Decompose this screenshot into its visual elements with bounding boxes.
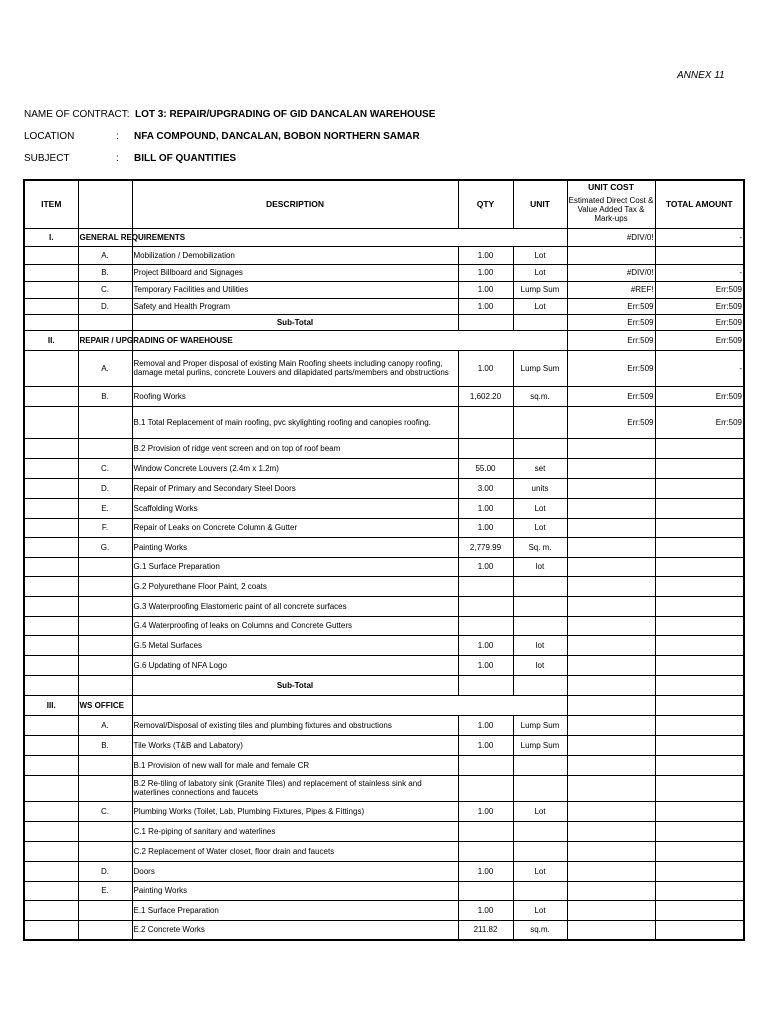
item-total — [655, 246, 744, 264]
item-cell — [24, 715, 78, 735]
item-qty: 1.00 — [458, 861, 513, 881]
section-total — [655, 695, 744, 715]
annex-label: ANNEX 11 — [677, 70, 725, 81]
item-description: B.2 Re-tiling of labatory sink (Granite Tiles) and replacement of stainless sink and waterlines connections and faucets — [132, 775, 458, 801]
item-letter: D. — [78, 478, 132, 498]
table-row — [24, 635, 744, 655]
item-unit: sq.m. — [513, 386, 567, 406]
table-row — [24, 406, 744, 438]
item-cell — [24, 557, 78, 576]
item-description: Removal and Proper disposal of existing Main Roofing sheets including canopy roofing, damage metal purlins, concrete Louvers and dilapidated parts/members and obstructions — [132, 350, 458, 386]
item-qty: 1.00 — [458, 518, 513, 537]
item-letter: D. — [78, 298, 132, 314]
table-row — [24, 755, 744, 775]
item-unit — [513, 841, 567, 861]
item-cell — [24, 298, 78, 314]
item-letter: A. — [78, 246, 132, 264]
item-unit: Lot — [513, 246, 567, 264]
item-qty: 211.82 — [458, 920, 513, 940]
item-description: Plumbing Works (Toilet, Lab, Plumbing Fixtures, Pipes & Fittings) — [132, 801, 458, 821]
section-title: REPAIR / UPGRADING OF WAREHOUSE — [78, 330, 132, 350]
item-unit-cost — [567, 537, 655, 557]
item-cell — [24, 881, 78, 900]
subtotal-unit-cell — [513, 314, 567, 330]
item-total — [655, 841, 744, 861]
item-unit — [513, 755, 567, 775]
item-unit-cost — [567, 596, 655, 616]
item-total: Err:509 — [655, 298, 744, 314]
table-row — [24, 350, 744, 386]
section-unit-cost — [567, 695, 655, 715]
item-description: Removal/Disposal of existing tiles and plumbing fixtures and obstructions — [132, 715, 458, 735]
item-description: Doors — [132, 861, 458, 881]
table-row — [24, 498, 744, 518]
section-total: - — [655, 228, 744, 246]
item-total — [655, 635, 744, 655]
item-unit-cost: Err:509 — [567, 386, 655, 406]
item-unit-cost: Err:509 — [567, 406, 655, 438]
item-qty — [458, 616, 513, 635]
item-letter: C. — [78, 801, 132, 821]
item-letter: A. — [78, 715, 132, 735]
header-unit-cost — [567, 180, 655, 228]
item-cell — [24, 900, 78, 920]
item-letter: G. — [78, 537, 132, 557]
item-description: Safety and Health Program — [132, 298, 458, 314]
item-cell — [24, 841, 78, 861]
table-row — [24, 596, 744, 616]
section-unit-cost: Err:509 — [567, 330, 655, 350]
item-qty: 1.00 — [458, 298, 513, 314]
table-row — [24, 246, 744, 264]
item-letter: A. — [78, 350, 132, 386]
item-total: Err:509 — [655, 281, 744, 298]
item-unit-cost: Err:509 — [567, 350, 655, 386]
item-unit: set — [513, 458, 567, 478]
item-description: G.5 Metal Surfaces — [132, 635, 458, 655]
item-letter: C. — [78, 458, 132, 478]
item-letter — [78, 755, 132, 775]
item-unit: Lot — [513, 298, 567, 314]
item-unit — [513, 775, 567, 801]
item-letter: D. — [78, 861, 132, 881]
item-letter: B. — [78, 264, 132, 281]
item-unit-cost — [567, 861, 655, 881]
item-qty: 1.00 — [458, 498, 513, 518]
table-row — [24, 298, 744, 314]
item-qty: 2,779.99 — [458, 537, 513, 557]
subtotal-total: Err:509 — [655, 314, 744, 330]
item-unit-cost — [567, 616, 655, 635]
item-qty: 1.00 — [458, 735, 513, 755]
item-qty: 1.00 — [458, 557, 513, 576]
table-row — [24, 616, 744, 635]
item-unit: Lot — [513, 518, 567, 537]
item-qty: 1.00 — [458, 350, 513, 386]
item-cell — [24, 655, 78, 675]
item-cell — [24, 537, 78, 557]
table-row — [24, 386, 744, 406]
section-number: III. — [24, 695, 78, 715]
item-letter — [78, 635, 132, 655]
section-number: II. — [24, 330, 78, 350]
subject-label: SUBJECT — [24, 153, 70, 164]
table-row — [24, 655, 744, 675]
item-description: Temporary Facilities and Utilities — [132, 281, 458, 298]
header-item: ITEM — [24, 180, 78, 228]
subject-value: BILL OF QUANTITIES — [134, 153, 237, 164]
header-description: DESCRIPTION — [132, 180, 458, 228]
subtotal-letter-cell — [78, 675, 132, 695]
item-unit: Lump Sum — [513, 715, 567, 735]
item-total — [655, 861, 744, 881]
subtotal-item-cell — [24, 675, 78, 695]
item-cell — [24, 755, 78, 775]
item-total — [655, 557, 744, 576]
item-letter — [78, 616, 132, 635]
section-title: WS OFFICE — [78, 695, 132, 715]
item-unit — [513, 821, 567, 841]
table-row — [24, 900, 744, 920]
item-letter — [78, 841, 132, 861]
item-unit-cost — [567, 438, 655, 458]
contract-value: LOT 3: REPAIR/UPGRADING OF GID DANCALAN WAREHOUSE — [135, 109, 436, 120]
item-unit: Sq. m. — [513, 537, 567, 557]
contract-label: NAME OF CONTRACT: — [24, 109, 130, 120]
item-unit: Lot — [513, 498, 567, 518]
item-cell — [24, 458, 78, 478]
section-row — [24, 228, 744, 246]
table-row — [24, 537, 744, 557]
subject-colon: : — [116, 153, 119, 164]
item-total — [655, 735, 744, 755]
item-unit: Lot — [513, 861, 567, 881]
item-unit-cost — [567, 635, 655, 655]
item-unit-cost — [567, 821, 655, 841]
item-qty — [458, 841, 513, 861]
item-description: Scaffolding Works — [132, 498, 458, 518]
item-cell — [24, 576, 78, 596]
item-cell — [24, 801, 78, 821]
item-total — [655, 775, 744, 801]
item-description: E.1 Surface Preparation — [132, 900, 458, 920]
table-row — [24, 735, 744, 755]
item-letter: E. — [78, 881, 132, 900]
item-qty: 1,602.20 — [458, 386, 513, 406]
item-letter — [78, 557, 132, 576]
section-unit-cost: #DIV/0! — [567, 228, 655, 246]
item-qty: 3.00 — [458, 478, 513, 498]
subtotal-unit-cost: Err:509 — [567, 314, 655, 330]
table-row — [24, 775, 744, 801]
item-description: G.2 Polyurethane Floor Paint, 2 coats — [132, 576, 458, 596]
item-unit-cost — [567, 498, 655, 518]
item-unit-cost: Err:509 — [567, 298, 655, 314]
subtotal-total — [655, 675, 744, 695]
item-description: C.2 Replacement of Water closet, floor drain and faucets — [132, 841, 458, 861]
item-cell — [24, 861, 78, 881]
item-unit-cost — [567, 557, 655, 576]
item-total: Err:509 — [655, 406, 744, 438]
item-description: Window Concrete Louvers (2.4m x 1.2m) — [132, 458, 458, 478]
item-description: Mobilization / Demobilization — [132, 246, 458, 264]
item-unit-cost — [567, 801, 655, 821]
item-qty: 1.00 — [458, 635, 513, 655]
item-unit-cost — [567, 920, 655, 940]
item-letter — [78, 655, 132, 675]
item-description: Roofing Works — [132, 386, 458, 406]
header-qty: QTY — [458, 180, 513, 228]
item-letter — [78, 900, 132, 920]
item-unit-cost — [567, 755, 655, 775]
item-unit-cost: #REF! — [567, 281, 655, 298]
table-row — [24, 841, 744, 861]
item-total — [655, 655, 744, 675]
subtotal-unit-cost — [567, 675, 655, 695]
table-row — [24, 557, 744, 576]
item-total — [655, 821, 744, 841]
table-row — [24, 861, 744, 881]
item-total — [655, 576, 744, 596]
item-unit-cost: #DIV/0! — [567, 264, 655, 281]
item-letter — [78, 775, 132, 801]
item-letter: C. — [78, 281, 132, 298]
item-letter — [78, 438, 132, 458]
item-cell — [24, 596, 78, 616]
item-unit — [513, 881, 567, 900]
item-description: B.1 Provision of new wall for male and female CR — [132, 755, 458, 775]
item-cell — [24, 518, 78, 537]
item-unit: lot — [513, 635, 567, 655]
item-cell — [24, 281, 78, 298]
item-letter — [78, 406, 132, 438]
item-unit-cost — [567, 478, 655, 498]
section-row — [24, 330, 744, 350]
item-total — [655, 498, 744, 518]
table-row — [24, 920, 744, 940]
item-description: G.6 Updating of NFA Logo — [132, 655, 458, 675]
item-letter: B. — [78, 386, 132, 406]
header-unit-cost-sub: Estimated Direct Cost & Value Added Tax & Mark-ups — [568, 196, 654, 223]
item-unit: Lot — [513, 900, 567, 920]
item-unit-cost — [567, 576, 655, 596]
table-row — [24, 438, 744, 458]
item-description: B.1 Total Replacement of main roofing, pvc skylighting roofing and canopies roofing. — [132, 406, 458, 438]
item-description: B.2 Provision of ridge vent screen and on top of roof beam — [132, 438, 458, 458]
subtotal-qty-cell — [458, 675, 513, 695]
section-row — [24, 695, 744, 715]
section-total: Err:509 — [655, 330, 744, 350]
item-description: G.4 Waterproofing of leaks on Columns and Concrete Gutters — [132, 616, 458, 635]
item-qty — [458, 406, 513, 438]
item-cell — [24, 735, 78, 755]
item-unit — [513, 406, 567, 438]
subtotal-label: Sub-Total — [132, 314, 458, 330]
item-cell — [24, 438, 78, 458]
subtotal-row — [24, 314, 744, 330]
item-unit-cost — [567, 458, 655, 478]
item-qty: 1.00 — [458, 281, 513, 298]
table-row — [24, 821, 744, 841]
item-total — [655, 458, 744, 478]
item-qty: 1.00 — [458, 801, 513, 821]
subtotal-qty-cell — [458, 314, 513, 330]
item-qty: 1.00 — [458, 655, 513, 675]
item-qty: 1.00 — [458, 715, 513, 735]
item-total — [655, 596, 744, 616]
subtotal-unit-cell — [513, 675, 567, 695]
header-blank — [78, 180, 132, 228]
item-cell — [24, 775, 78, 801]
item-description: Painting Works — [132, 881, 458, 900]
item-total — [655, 518, 744, 537]
table-row — [24, 518, 744, 537]
item-unit-cost — [567, 841, 655, 861]
item-cell — [24, 350, 78, 386]
item-total — [655, 715, 744, 735]
location-colon: : — [116, 131, 119, 142]
item-qty: 1.00 — [458, 246, 513, 264]
item-unit: Lump Sum — [513, 350, 567, 386]
item-cell — [24, 920, 78, 940]
item-unit-cost — [567, 775, 655, 801]
item-cell — [24, 498, 78, 518]
table-row — [24, 576, 744, 596]
item-letter — [78, 576, 132, 596]
subtotal-item-cell — [24, 314, 78, 330]
item-description: Painting Works — [132, 537, 458, 557]
table-row — [24, 881, 744, 900]
item-cell — [24, 478, 78, 498]
item-description: Repair of Primary and Secondary Steel Doors — [132, 478, 458, 498]
item-unit — [513, 596, 567, 616]
item-qty: 55.00 — [458, 458, 513, 478]
item-description: Project Billboard and Signages — [132, 264, 458, 281]
item-total — [655, 900, 744, 920]
item-qty: 1.00 — [458, 264, 513, 281]
table-row — [24, 478, 744, 498]
header-unit-cost-title: UNIT COST — [588, 182, 634, 192]
item-description: Tile Works (T&B and Labatory) — [132, 735, 458, 755]
item-cell — [24, 386, 78, 406]
item-total — [655, 537, 744, 557]
item-unit-cost — [567, 715, 655, 735]
subtotal-label: Sub-Total — [132, 675, 458, 695]
item-unit-cost — [567, 518, 655, 537]
item-unit: lot — [513, 655, 567, 675]
section-spacer — [132, 228, 567, 246]
item-qty — [458, 576, 513, 596]
item-unit: Lot — [513, 264, 567, 281]
item-description: E.2 Concrete Works — [132, 920, 458, 940]
item-qty: 1.00 — [458, 900, 513, 920]
location-value: NFA COMPOUND, DANCALAN, BOBON NORTHERN SAMAR — [134, 131, 420, 142]
item-description: G.1 Surface Preparation — [132, 557, 458, 576]
item-unit-cost — [567, 655, 655, 675]
item-total — [655, 755, 744, 775]
item-unit: sq.m. — [513, 920, 567, 940]
item-cell — [24, 616, 78, 635]
location-label: LOCATION — [24, 131, 75, 142]
item-unit — [513, 616, 567, 635]
item-letter: F. — [78, 518, 132, 537]
item-total — [655, 478, 744, 498]
item-unit-cost — [567, 900, 655, 920]
header-total: TOTAL AMOUNT — [655, 180, 744, 228]
item-cell — [24, 264, 78, 281]
item-total — [655, 801, 744, 821]
item-total: - — [655, 264, 744, 281]
table-row — [24, 458, 744, 478]
item-unit: units — [513, 478, 567, 498]
item-qty — [458, 775, 513, 801]
item-unit: Lot — [513, 801, 567, 821]
item-unit — [513, 576, 567, 596]
item-total — [655, 920, 744, 940]
item-unit: Lump Sum — [513, 735, 567, 755]
header-unit: UNIT — [513, 180, 567, 228]
item-letter: E. — [78, 498, 132, 518]
item-qty — [458, 821, 513, 841]
item-total — [655, 616, 744, 635]
item-letter — [78, 821, 132, 841]
item-qty — [458, 596, 513, 616]
item-total: - — [655, 350, 744, 386]
item-description: G.3 Waterproofing Elastomeric paint of all concrete surfaces — [132, 596, 458, 616]
subtotal-row — [24, 675, 744, 695]
item-unit-cost — [567, 735, 655, 755]
table-row — [24, 801, 744, 821]
section-number: I. — [24, 228, 78, 246]
item-total: Err:509 — [655, 386, 744, 406]
table-row — [24, 264, 744, 281]
item-unit: lot — [513, 557, 567, 576]
subtotal-letter-cell — [78, 314, 132, 330]
item-description: C.1 Re-piping of sanitary and waterlines — [132, 821, 458, 841]
item-unit: Lump Sum — [513, 281, 567, 298]
item-cell — [24, 406, 78, 438]
item-unit-cost — [567, 881, 655, 900]
item-letter — [78, 920, 132, 940]
section-title: GENERAL REQUIREMENTS — [78, 228, 132, 246]
item-letter: B. — [78, 735, 132, 755]
section-spacer — [132, 695, 567, 715]
table-header-row — [24, 180, 744, 228]
item-cell — [24, 821, 78, 841]
table-row — [24, 281, 744, 298]
bill-of-quantities-table — [23, 179, 745, 941]
item-qty — [458, 438, 513, 458]
item-total — [655, 438, 744, 458]
table-row — [24, 715, 744, 735]
item-cell — [24, 635, 78, 655]
item-unit-cost — [567, 246, 655, 264]
item-cell — [24, 246, 78, 264]
item-unit — [513, 438, 567, 458]
item-qty — [458, 881, 513, 900]
item-description: Repair of Leaks on Concrete Column & Gutter — [132, 518, 458, 537]
item-letter — [78, 596, 132, 616]
item-qty — [458, 755, 513, 775]
item-total — [655, 881, 744, 900]
